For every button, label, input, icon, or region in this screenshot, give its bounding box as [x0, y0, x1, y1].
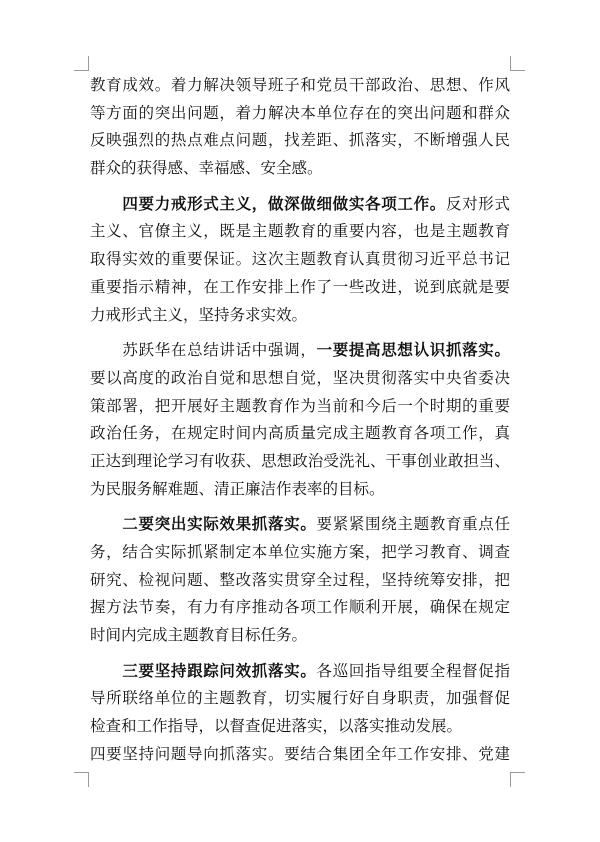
crop-mark-bottom-right: [510, 772, 525, 787]
paragraph-gap: [90, 650, 510, 658]
text-line: [90, 476, 510, 504]
text-line: [90, 685, 510, 713]
text-line: [90, 302, 510, 330]
text-line: [90, 511, 510, 539]
text-segment: 反映强烈的热点难点问题，找差距、抓落实，不断增强人民: [90, 131, 510, 150]
text-segment: 等方面的突出问题，着力解决本单位存在的突出问题和群众: [90, 103, 510, 122]
text-segment: 力戒形式主义，坚持务求实效。: [90, 305, 308, 324]
text-line: [90, 741, 510, 769]
text-line: [90, 72, 510, 100]
text-segment: 研究、检视问题、整改落实贯穿全过程，坚持统筹安排，把: [90, 570, 510, 589]
text-segment: 苏跃华在总结讲话中强调，: [90, 341, 317, 360]
text-line: [90, 365, 510, 393]
text-segment: 反对形式: [445, 194, 510, 213]
text-segment: 策部署，把开展好主题教育作为当前和今后一个时期的重要: [90, 396, 510, 415]
text-line: [90, 420, 510, 448]
text-line: [90, 218, 510, 246]
text-line: [90, 191, 510, 219]
paragraph-gap: [90, 183, 510, 191]
text-segment: 各巡回指导组要全程督促指: [316, 661, 510, 680]
text-line: [90, 622, 510, 650]
text-line: [90, 274, 510, 302]
text-line: [90, 155, 510, 183]
document-body: [90, 72, 510, 769]
text-segment: 为民服务解难题、清正廉洁作表率的目标。: [90, 479, 385, 498]
text-segment: 取得实效的重要保证。这次主题教育认真贯彻习近平总书记: [90, 250, 510, 269]
bold-text-segment: 一要提高思想认识抓落实。: [316, 341, 510, 360]
text-line: [90, 567, 510, 595]
text-segment: 主义、官僚主义，既是主题教育的重要内容，也是主题教育: [90, 222, 510, 241]
text-line: [90, 337, 510, 365]
text-line: [90, 100, 510, 128]
text-line: [90, 448, 510, 476]
text-segment: 政治任务，在规定时间内高质量完成主题教育各项工作，真: [90, 424, 510, 443]
text-line: [90, 127, 510, 155]
text-segment: 要以高度的政治自觉和思想自觉，坚决贯彻落实中央省委决: [90, 368, 510, 387]
crop-mark-top-left: [74, 56, 89, 71]
text-line: [90, 246, 510, 274]
text-segment: 务，结合实际抓紧制定本单位实施方案，把学习教育、调查: [90, 543, 510, 561]
text-line: [90, 594, 510, 622]
text-line: [90, 713, 510, 741]
text-segment: 时间内完成主题教育目标任务。: [90, 626, 308, 645]
text-line: [90, 393, 510, 421]
text-segment: 四要坚持问题导向抓落实。要结合集团全年工作安排、党建: [90, 744, 510, 763]
bold-text-segment: 二要突出实际效果抓落实。: [90, 515, 317, 534]
text-segment: 要紧紧围绕主题教育重点任: [316, 515, 510, 534]
bold-text-segment: 三要坚持跟踪问效抓落实。: [90, 661, 317, 680]
text-segment: 正达到理论学习有收获、思想政治受洗礼、干事创业敢担当、: [90, 451, 510, 470]
text-line: [90, 658, 510, 686]
text-segment: 导所联络单位的主题教育，切实履行好自身职责，加强督促: [90, 689, 510, 708]
text-line: [90, 539, 510, 567]
paragraph-gap: [90, 329, 510, 337]
text-segment: 重要指示精神，在工作安排上作了一些改进，说到底就是要: [90, 277, 510, 296]
crop-mark-bottom-left: [74, 772, 89, 787]
text-segment: 教育成效。着力解决领导班子和党员干部政治、思想、作风: [90, 76, 510, 94]
text-segment: 握方法节奏，有力有序推动各项工作顺利开展，确保在规定: [90, 598, 510, 617]
text-segment: 群众的获得感、幸福感、安全感。: [90, 159, 323, 178]
bold-text-segment: 四要力戒形式主义，做深做细做实各项工作。: [90, 194, 446, 213]
paragraph-gap: [90, 503, 510, 511]
crop-mark-top-right: [510, 56, 525, 71]
text-segment: 检查和工作指导，以督查促进落实，以落实推动发展。: [90, 717, 463, 736]
